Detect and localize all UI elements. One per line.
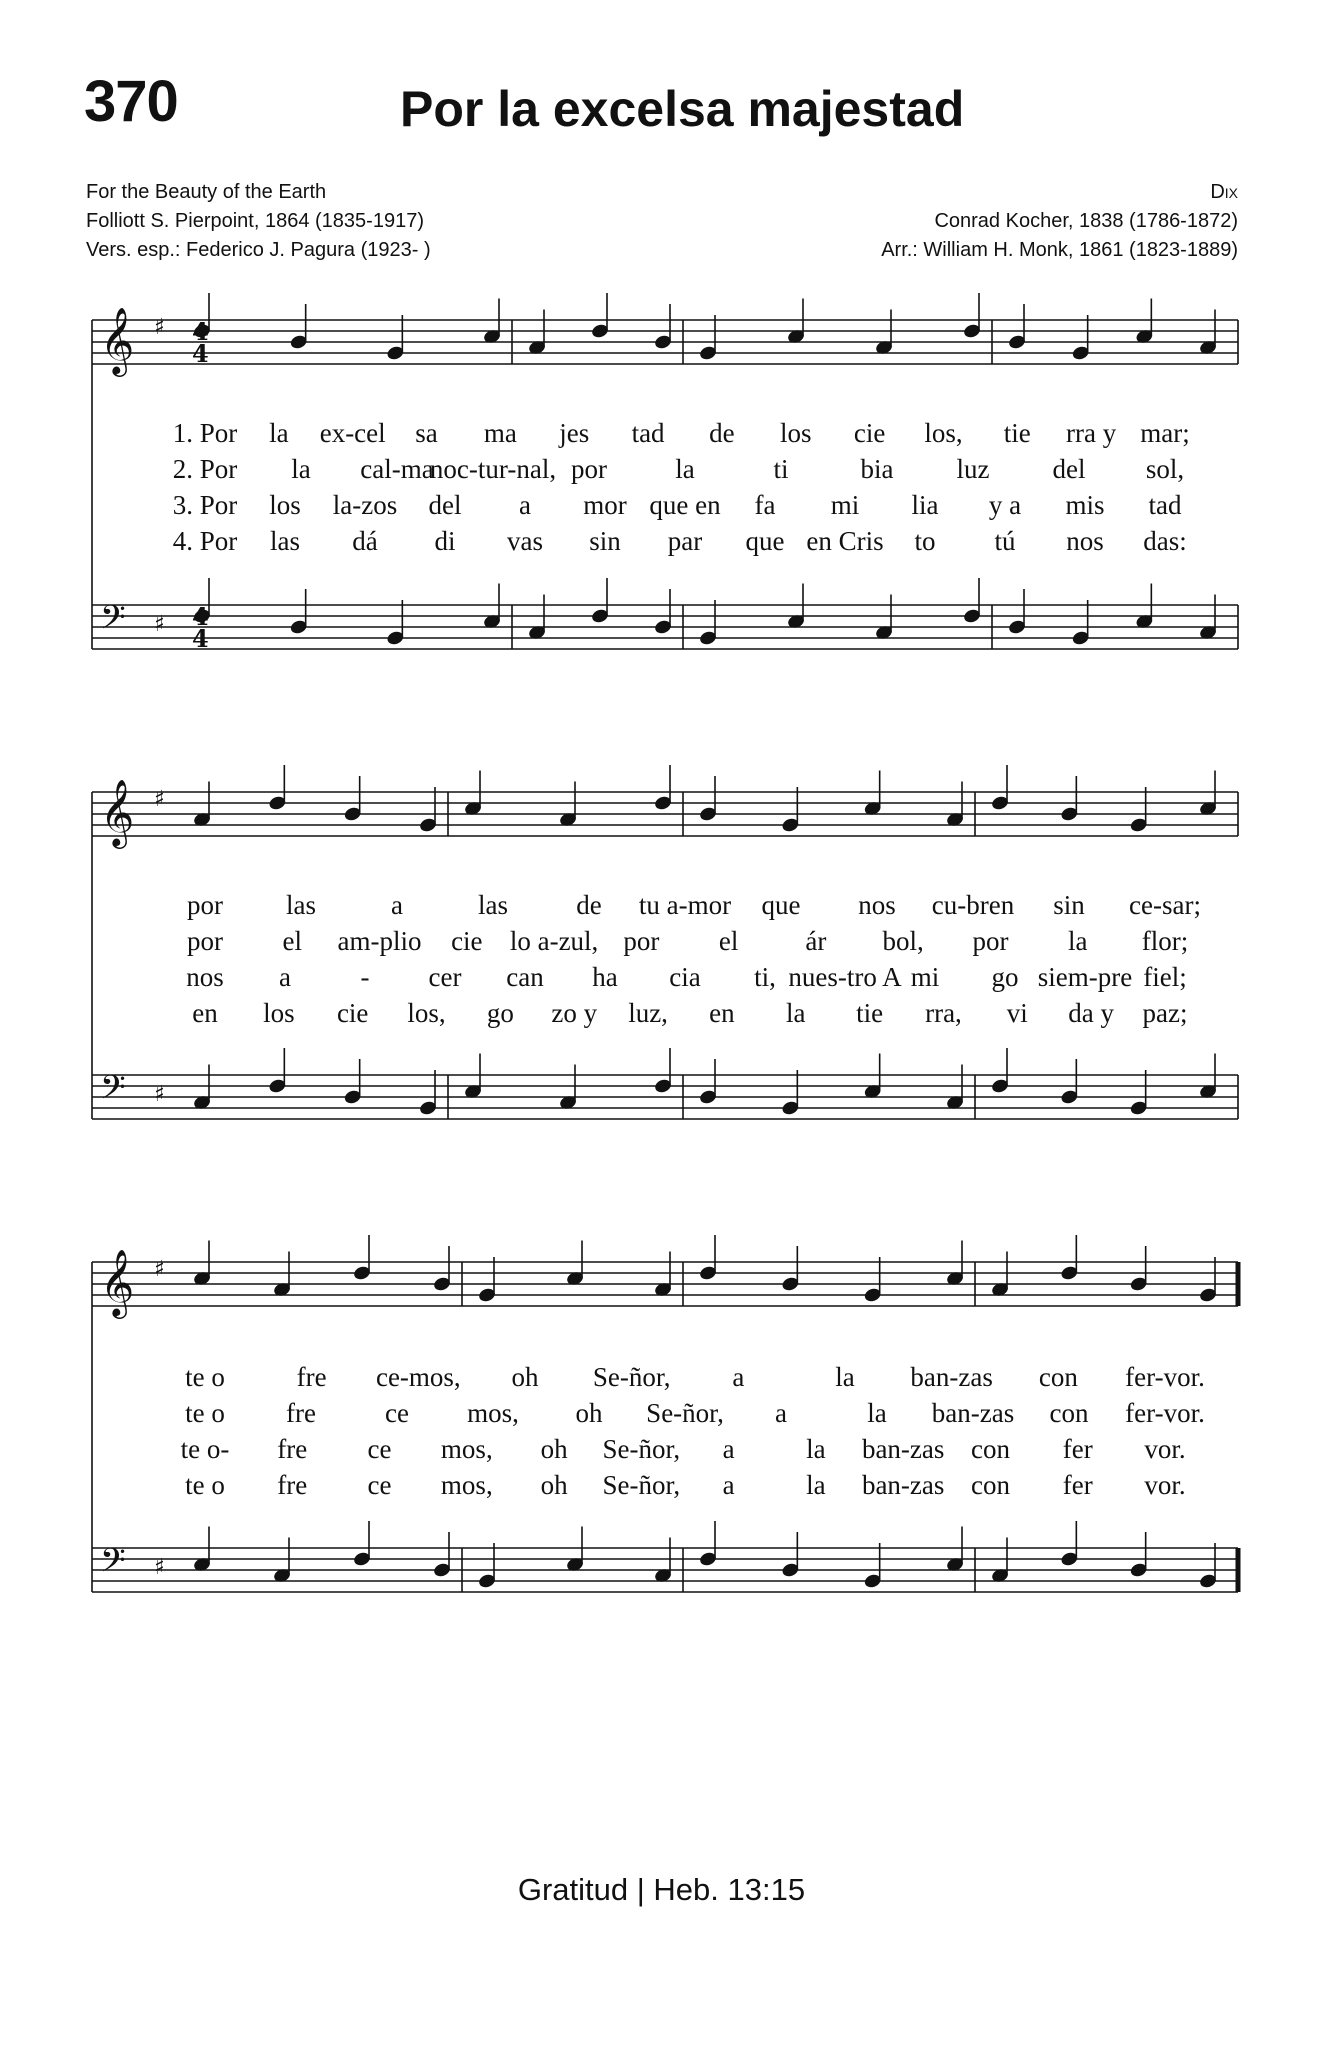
lyric-syllable: en (709, 998, 735, 1028)
treble-clef-icon: 𝄞 (100, 1248, 135, 1316)
lyric-syllable: los (263, 998, 295, 1028)
lyric-syllable: ban-zas (861, 1434, 945, 1464)
lyric-syllable: fer-vor. (1125, 1398, 1205, 1428)
lyric-line (0, 418, 1323, 454)
lyric-syllable: das: (1143, 526, 1187, 556)
lyric-line (0, 454, 1323, 490)
lyric-syllable: oh (540, 1434, 568, 1464)
lyric-syllable: ti, (754, 962, 776, 992)
lyric-syllable: bia (860, 454, 894, 484)
lyric-syllable: que (761, 890, 801, 920)
lyric-syllable: cer (428, 962, 462, 992)
lyric-syllable: rra y (1066, 418, 1117, 448)
lyric-syllable: en Cris (806, 526, 884, 556)
key-signature-sharp-icon: ♯ (154, 315, 165, 340)
tune-name: Dix (1210, 181, 1238, 203)
lyric-line (0, 998, 1323, 1034)
time-signature-top: 4 (192, 317, 209, 346)
key-signature-sharp-icon: ♯ (154, 1257, 165, 1282)
lyric-line (0, 1362, 1323, 1398)
lyric-syllable: cie (853, 418, 886, 448)
lyric-syllable: ban-zas (861, 1470, 945, 1500)
lyric-syllable: la (786, 998, 806, 1028)
lyric-syllable: flor; (1141, 926, 1189, 956)
lyric-syllable: a (519, 490, 531, 520)
treble-clef-icon: 𝄞 (100, 306, 135, 374)
lyric-syllable: te o (185, 1470, 225, 1500)
lyric-syllable: Se-ñor, (646, 1398, 724, 1428)
lyric-syllable: oh (575, 1398, 603, 1428)
lyric-syllable: y a (988, 490, 1022, 520)
lyric-syllable: cia (669, 962, 701, 992)
lyric-syllable: sin (589, 526, 621, 556)
lyric-syllable: ban-zas (910, 1362, 993, 1392)
lyric-syllable: - (360, 962, 370, 992)
lyric-syllable: ce-mos, (375, 1362, 461, 1392)
lyric-syllable: fiel; (1143, 962, 1187, 992)
lyric-syllable: Se-ñor, (602, 1434, 681, 1464)
lyric-syllable: con (970, 1470, 1010, 1500)
lyric-syllable: ha (592, 962, 618, 992)
lyric-syllable: te o (185, 1362, 225, 1392)
lyric-syllable: con (1038, 1362, 1078, 1392)
lyric-syllable: te o (185, 1398, 225, 1428)
lyric-line (0, 890, 1323, 926)
lyric-syllable: tad (1148, 490, 1182, 520)
lyric-syllable: ti (773, 454, 789, 484)
lyric-syllable: del (428, 490, 462, 520)
lyric-syllable: can (506, 962, 544, 992)
hymn-title: Por la excelsa majestad (400, 81, 965, 137)
lyric-syllable: nos (858, 890, 896, 920)
lyric-syllable: ma (483, 418, 517, 448)
lyric-syllable: vor. (1144, 1434, 1186, 1464)
lyric-syllable: en (192, 998, 218, 1028)
lyric-syllable: vas (507, 526, 543, 556)
lyric-syllable: ár (805, 926, 827, 956)
time-signature-bottom: 4 (192, 624, 209, 653)
lyric-syllable: los, (924, 418, 963, 448)
lyric-syllable: con (1049, 1398, 1089, 1428)
lyric-syllable: ce (367, 1470, 392, 1500)
lyric-syllable: a (722, 1470, 735, 1500)
lyric-syllable: tie (856, 998, 884, 1028)
lyric-line (0, 926, 1323, 962)
key-signature-sharp-icon: ♯ (154, 1082, 165, 1107)
bass-clef-icon: 𝄢 (100, 1069, 126, 1115)
lyric-syllable: go (991, 962, 1019, 992)
footer-topic: Gratitud | Heb. 13:15 (517, 1872, 806, 1907)
lyric-syllable: fer (1062, 1434, 1093, 1464)
lyric-syllable: la (806, 1470, 826, 1500)
lyric-syllable: 4. Por (172, 526, 238, 556)
lyric-syllable: nos (186, 962, 224, 992)
arranger: Arr.: William H. Monk, 1861 (1823-1889) (881, 239, 1238, 261)
lyric-syllable: a (722, 1434, 735, 1464)
lyric-line (0, 962, 1323, 998)
lyric-syllable: ex-cel (319, 418, 386, 448)
lyric-syllable: a (279, 962, 291, 992)
text-author: Folliott S. Pierpoint, 1864 (1835-1917) (86, 210, 424, 232)
lyric-syllable: mar; (1140, 418, 1190, 448)
lyric-syllable: por (571, 454, 607, 484)
lyric-syllable: cu-bren (931, 890, 1015, 920)
lyric-syllable: la (806, 1434, 826, 1464)
lyric-syllable: luz (956, 454, 990, 484)
lyric-syllable: tú (994, 526, 1016, 556)
lyric-syllable: por (187, 926, 223, 956)
lyric-syllable: ce (367, 1434, 392, 1464)
lyric-line (0, 490, 1323, 526)
lyric-syllable: di (434, 526, 456, 556)
lyric-syllable: tu a-mor (638, 890, 732, 920)
lyric-syllable: los (269, 490, 301, 520)
lyric-syllable: zo y (551, 998, 598, 1028)
lyric-syllable: oh (540, 1470, 568, 1500)
lyric-syllable: sa (415, 418, 438, 448)
lyric-syllable: mor (583, 490, 627, 520)
lyric-syllable: cal-ma (360, 454, 434, 484)
lyric-syllable: a (775, 1398, 787, 1428)
lyric-syllable: siem-pre (1037, 962, 1133, 992)
lyric-syllable: to (914, 526, 936, 556)
lyric-syllable: a (391, 890, 403, 920)
lyric-syllable: la (291, 454, 311, 484)
lyric-syllable: fre (296, 1362, 327, 1392)
lyric-syllable: los (780, 418, 812, 448)
lyric-syllable: los, (407, 998, 446, 1028)
lyric-syllable: ban-zas (931, 1398, 1015, 1428)
lyric-syllable: fre (277, 1434, 308, 1464)
lyric-syllable: fer-vor. (1125, 1362, 1205, 1392)
lyric-syllable: por (623, 926, 660, 956)
lyric-syllable: del (1052, 454, 1086, 484)
lyric-syllable: la (675, 454, 695, 484)
lyric-syllable: par (667, 526, 703, 556)
lyric-syllable: 1. Por (172, 418, 238, 448)
lyric-syllable: cie (336, 998, 369, 1028)
composer: Conrad Kocher, 1838 (1786-1872) (934, 210, 1238, 232)
lyric-syllable: la (867, 1398, 887, 1428)
lyric-syllable: con (970, 1434, 1010, 1464)
lyric-syllable: Se-ñor, (592, 1362, 671, 1392)
lyric-syllable: que en (649, 490, 721, 520)
lyric-syllable: la (269, 418, 289, 448)
lyric-syllable: sol, (1145, 454, 1185, 484)
lyric-syllable: go (486, 998, 514, 1028)
lyric-syllable: de (709, 418, 735, 448)
lyric-syllable: el (718, 926, 739, 956)
lyric-syllable: mos, (440, 1470, 493, 1500)
lyric-syllable: lia (911, 490, 939, 520)
lyric-syllable: mi (830, 490, 860, 520)
lyric-syllable: 2. Por (172, 454, 238, 484)
translator: Vers. esp.: Federico J. Pagura (1923- ) (86, 239, 431, 261)
lyric-syllable: las (286, 890, 316, 920)
lyric-syllable: lo a-zul, (509, 926, 599, 956)
lyric-syllable: nos (1066, 526, 1104, 556)
time-signature-top: 4 (192, 602, 209, 631)
lyric-syllable: paz; (1142, 998, 1188, 1028)
lyric-line (0, 1470, 1323, 1506)
lyric-syllable: oh (511, 1362, 539, 1392)
lyric-syllable: vi (1006, 998, 1028, 1028)
lyric-syllable: a (732, 1362, 745, 1392)
lyric-syllable: 3. Por (172, 490, 238, 520)
lyric-syllable: ce-sar; (1129, 890, 1201, 920)
lyric-syllable: jes (559, 418, 590, 448)
lyric-syllable: las (270, 526, 300, 556)
lyric-syllable: am-plio (337, 926, 422, 956)
lyric-syllable: fa (754, 490, 776, 520)
lyric-syllable: fre (277, 1470, 308, 1500)
lyric-syllable: luz, (628, 998, 668, 1028)
lyric-syllable: noc-tur-nal, (429, 454, 557, 484)
lyric-syllable: de (576, 890, 602, 920)
hymn-number: 370 (84, 69, 178, 134)
lyric-syllable: las (478, 890, 508, 920)
lyric-line (0, 526, 1323, 562)
lyric-syllable: sin (1053, 890, 1085, 920)
english-title: For the Beauty of the Earth (86, 181, 327, 203)
lyric-syllable: la-zos (332, 490, 398, 520)
lyric-syllable: nues-tro A (788, 962, 902, 992)
lyric-syllable: fre (286, 1398, 316, 1428)
lyric-syllable: rra, (925, 998, 962, 1028)
lyric-syllable: dá (352, 526, 378, 556)
lyric-syllable: te o- (180, 1434, 230, 1464)
bass-clef-icon: 𝄢 (100, 1542, 126, 1588)
time-signature-bottom: 4 (192, 339, 209, 368)
lyric-syllable: ce (385, 1398, 409, 1428)
lyric-syllable: por (972, 926, 1009, 956)
lyric-syllable: vor. (1144, 1470, 1186, 1500)
lyric-syllable: mi (910, 962, 940, 992)
lyric-syllable: Se-ñor, (602, 1470, 681, 1500)
lyric-syllable: que (745, 526, 785, 556)
lyric-syllable: da y (1068, 998, 1115, 1028)
treble-clef-icon: 𝄞 (100, 778, 135, 846)
key-signature-sharp-icon: ♯ (154, 612, 165, 637)
lyric-syllable: fer (1062, 1470, 1093, 1500)
lyric-syllable: la (835, 1362, 855, 1392)
lyric-syllable: tad (631, 418, 665, 448)
lyric-line (0, 1398, 1323, 1434)
lyric-syllable: mos, (467, 1398, 519, 1428)
key-signature-sharp-icon: ♯ (154, 1555, 165, 1580)
lyric-syllable: el (282, 926, 303, 956)
lyric-syllable: cie (451, 926, 483, 956)
key-signature-sharp-icon: ♯ (154, 787, 165, 812)
lyric-syllable: bol, (882, 926, 924, 956)
lyric-syllable: por (187, 890, 223, 920)
lyric-syllable: la (1067, 926, 1088, 956)
lyric-syllable: tie (1003, 418, 1031, 448)
lyric-syllable: mos, (440, 1434, 493, 1464)
lyric-line (0, 1434, 1323, 1470)
bass-clef-icon: 𝄢 (100, 599, 126, 645)
lyric-syllable: mis (1065, 490, 1105, 520)
